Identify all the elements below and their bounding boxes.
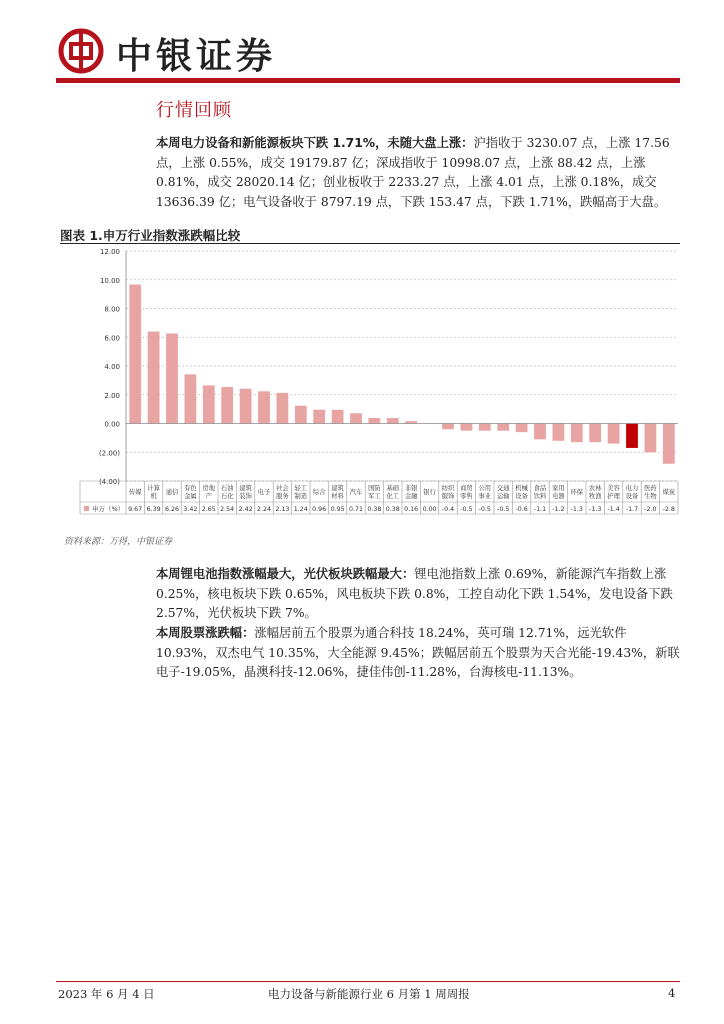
value-label: -0.6 xyxy=(515,506,528,513)
bar-30 xyxy=(663,424,675,464)
paragraph-body: 涨幅居前五个股票为通合科技 18.24%，英可瑞 12.71%，远光软件 10.93%，双杰电气 10.35%，大全能源 9.45%；跌幅居前五个股票为天合光能-19.43%，新联电子-19.05%，晶澳科技-12.06%，捷佳伟创-11.28%，台海核电-11.13%。 xyxy=(156,626,680,679)
category-label: 食品饮料 xyxy=(533,485,547,500)
value-label: 0.95 xyxy=(330,506,345,513)
category-label: 非银金融 xyxy=(404,485,418,500)
section-title: 行情回顾 xyxy=(156,100,232,121)
value-label: -0.4 xyxy=(441,506,455,513)
bar-10 xyxy=(295,406,307,424)
value-label: 0.16 xyxy=(404,506,419,513)
category-label: 电力设备 xyxy=(625,485,639,500)
bar-23 xyxy=(534,424,546,440)
figure-source: 资料来源：万得，中银证券 xyxy=(64,537,173,547)
value-label: 2.54 xyxy=(220,506,235,513)
brand-name: 中银证券 xyxy=(116,35,277,77)
value-label: 9.67 xyxy=(128,506,143,513)
value-label: -2.0 xyxy=(644,506,657,513)
y-tick-label: 10.00 xyxy=(99,276,120,285)
legend-label: 申万（%） xyxy=(92,505,125,513)
bar-21 xyxy=(497,424,509,431)
value-label: -1.7 xyxy=(625,506,639,513)
category-label: 交通运输 xyxy=(496,485,510,500)
value-label: 3.42 xyxy=(183,506,198,513)
paragraph-stock-performance xyxy=(156,624,680,683)
y-tick-label: 8.00 xyxy=(104,305,120,314)
figure-title: 图表 1.申万行业指数涨跌幅比较 xyxy=(60,228,241,243)
category-label: 煤炭 xyxy=(662,489,676,496)
y-tick-label: 0.00 xyxy=(104,420,120,429)
value-label: -1.3 xyxy=(570,506,583,513)
value-label: -1.4 xyxy=(607,506,620,513)
category-label: 纺织服饰 xyxy=(441,485,455,500)
category-label: 综合 xyxy=(312,489,326,496)
category-label: 美容护理 xyxy=(607,485,620,500)
bar-29 xyxy=(645,424,657,453)
bar-13 xyxy=(350,413,362,423)
header-rule xyxy=(56,78,680,83)
bar-20 xyxy=(479,424,491,431)
value-label: 2.24 xyxy=(256,506,272,513)
category-label: 有色金属 xyxy=(184,485,197,500)
page-header xyxy=(0,0,724,90)
category-label: 环保 xyxy=(570,489,584,496)
bar-3 xyxy=(166,334,178,424)
bar-9 xyxy=(277,393,289,424)
bar-14 xyxy=(369,418,381,423)
value-label: 6.26 xyxy=(164,506,180,513)
legend-swatch xyxy=(84,506,89,511)
paragraph-lead: 本周股票涨跌幅： xyxy=(156,626,255,640)
y-tick-label: 2.00 xyxy=(104,391,120,400)
paragraph-sector-performance xyxy=(156,565,680,624)
y-tick-label: 6.00 xyxy=(104,334,120,343)
category-label: 社会服务 xyxy=(276,485,289,500)
category-label: 建筑装饰 xyxy=(239,485,252,500)
category-label: 石油石化 xyxy=(220,485,234,500)
value-label: 0.96 xyxy=(312,506,327,513)
value-label: 2.65 xyxy=(201,506,216,513)
category-label: 机械设备 xyxy=(515,485,528,500)
bar-24 xyxy=(553,424,565,441)
value-label: 1.24 xyxy=(293,506,308,513)
bar-18 xyxy=(442,424,454,430)
bar-15 xyxy=(387,418,399,423)
category-label: 基础化工 xyxy=(386,485,400,500)
bar-8 xyxy=(258,391,270,423)
bar-6 xyxy=(221,387,233,424)
bar-5 xyxy=(203,385,215,423)
category-label: 轻工制造 xyxy=(294,485,308,500)
bar-25 xyxy=(571,424,583,443)
value-label: 0.38 xyxy=(367,506,382,513)
sw-industry-bar-chart xyxy=(60,244,680,534)
paragraph-body: 沪指收于 3230.07 点，上涨 17.56 点，上涨 0.55%，成交 19179.87 亿；深成指收于 10998.07 点，上涨 88.42 点，上涨 0.81%，成交 28020.14 亿；创业板收于 2233.27 点，上涨 4.01 点，上涨 0.18%，成交 13636.39 亿；电气设备收于 8797.19 点，下跌 153.47 点，下跌 1.71%，跌幅高于大盘。 xyxy=(156,136,670,209)
category-label: 计算机 xyxy=(147,485,160,500)
page-number: 4 xyxy=(668,986,676,1000)
footer-report-title: 电力设备与新能源行业 6 月第 1 周周报 xyxy=(268,987,470,1001)
paragraph-market-review xyxy=(156,134,680,212)
y-tick-label: (4.00) xyxy=(98,478,120,486)
paragraph-body: 锂电池指数上涨 0.69%，新能源汽车指数上涨 0.25%，核电板块下跌 0.65%，风电板块下跌 0.8%，工控自动化下跌 1.54%，发电设备下跌 2.57%，光伏板块下跌 7%。 xyxy=(156,567,673,620)
paragraph-lead: 本周电力设备和新能源板块下跌 1.71%，未随大盘上涨： xyxy=(156,136,474,150)
footer-date: 2023 年 6 月 4 日 xyxy=(58,987,155,1001)
value-label: -1.1 xyxy=(533,506,547,513)
bar-26 xyxy=(589,424,601,443)
category-label: 房地产 xyxy=(202,485,216,500)
bar-7 xyxy=(240,389,252,424)
y-tick-label: (2.00) xyxy=(98,449,120,458)
value-label: 2.13 xyxy=(275,506,290,513)
bar-12 xyxy=(332,410,344,424)
y-tick-label: 12.00 xyxy=(99,248,120,256)
value-label: 2.42 xyxy=(238,506,253,513)
bar-2 xyxy=(148,332,160,424)
value-label: 0.38 xyxy=(385,506,400,513)
bar-19 xyxy=(461,424,473,431)
category-label: 汽车 xyxy=(349,489,363,496)
value-label: -0.5 xyxy=(478,506,491,513)
value-label: -0.5 xyxy=(460,506,473,513)
bar-28 xyxy=(626,424,638,448)
bar-27 xyxy=(608,424,620,444)
y-tick-label: 4.00 xyxy=(104,363,120,371)
value-label: 0.71 xyxy=(348,506,364,513)
bar-22 xyxy=(516,424,528,433)
category-label: 农林牧渔 xyxy=(588,485,602,500)
category-label: 传媒 xyxy=(128,489,142,496)
bank-of-china-logo-icon xyxy=(58,28,104,74)
footer-rule xyxy=(56,981,680,982)
value-label: -0.5 xyxy=(497,506,510,513)
paragraph-lead: 本周锂电池指数涨幅最大，光伏板块跌幅最大： xyxy=(156,567,415,581)
bar-4 xyxy=(185,374,197,423)
category-label: 建筑材料 xyxy=(331,485,344,500)
category-label: 医药生物 xyxy=(644,485,657,500)
category-label: 银行 xyxy=(423,489,436,496)
value-label: -1.3 xyxy=(589,506,602,513)
bar-1 xyxy=(129,284,141,423)
category-label: 国防军工 xyxy=(368,485,381,500)
value-label: 0.00 xyxy=(422,506,437,513)
bar-11 xyxy=(313,410,325,424)
category-label: 公用事业 xyxy=(478,485,492,500)
category-label: 商贸零售 xyxy=(460,485,473,500)
value-label: -1.2 xyxy=(552,506,565,513)
value-label: 6.39 xyxy=(146,506,161,513)
category-label: 家用电器 xyxy=(552,485,565,500)
category-label: 通信 xyxy=(165,489,179,496)
category-label: 电子 xyxy=(257,489,271,496)
value-label: -2.8 xyxy=(662,506,675,513)
